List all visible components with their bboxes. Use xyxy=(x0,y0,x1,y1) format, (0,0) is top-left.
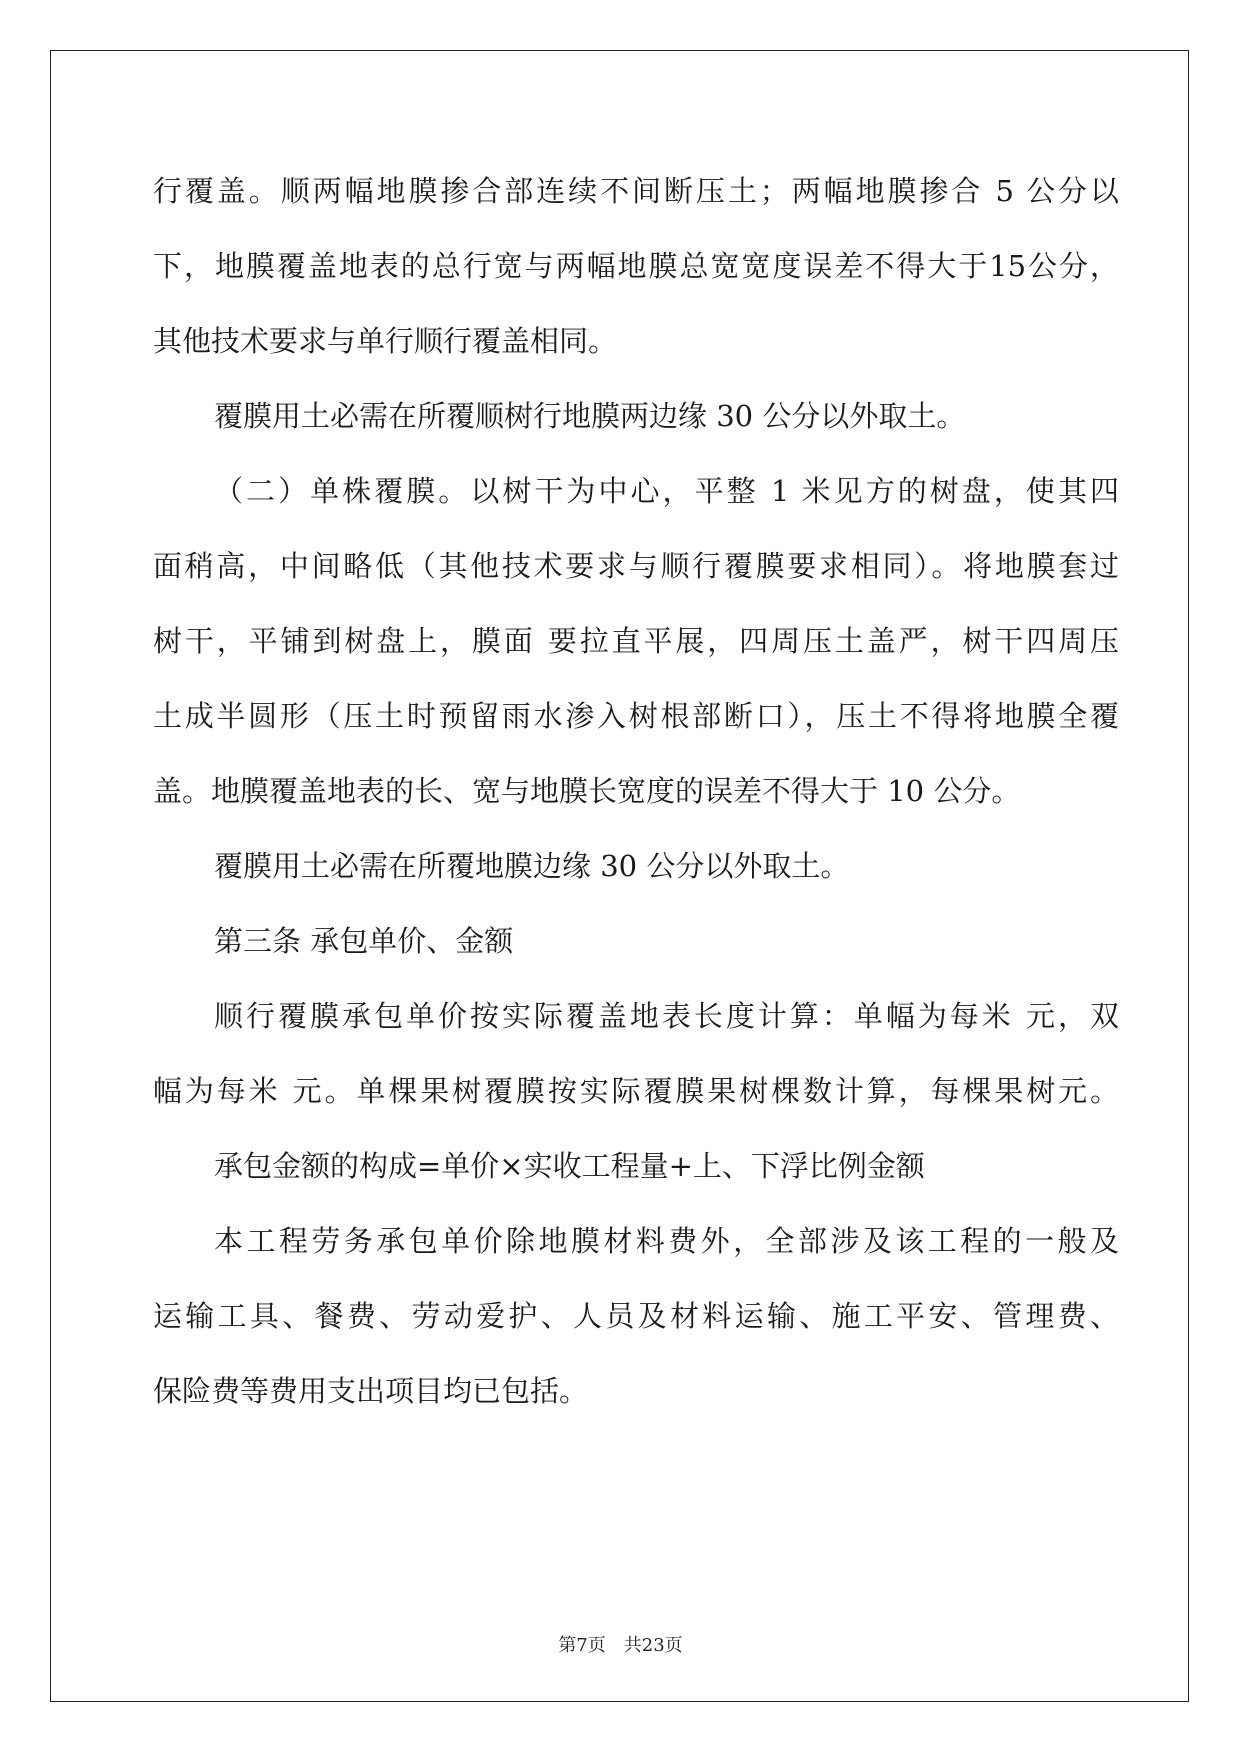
text-line: 覆膜用土必需在所覆顺树行地膜两边缘 30 公分以外取土。 xyxy=(214,399,966,433)
page-footer xyxy=(0,1634,1241,1658)
text-line: 其他技术要求与单行顺行覆盖相同。 xyxy=(153,324,618,358)
text-line: 面稍高，中间略低（其他技术要求与顺行覆膜要求相同）。将地膜套过 xyxy=(153,549,1119,583)
text-line: （二）单株覆膜。以树干为中心，平整 1 米见方的树盘，使其四 xyxy=(214,474,1119,508)
text-line: 本工程劳务承包单价除地膜材料费外，全部涉及该工程的一般及 xyxy=(214,1224,1119,1258)
section-heading: 第三条 承包单价、金额 xyxy=(214,924,514,958)
text-line: 幅为每米 元。单棵果树覆膜按实际覆膜果树棵数计算，每棵果树元。 xyxy=(153,1074,1119,1108)
text-line: 盖。地膜覆盖地表的长、宽与地膜长宽度的误差不得大于 10 公分。 xyxy=(153,774,1021,808)
text-line: 顺行覆膜承包单价按实际覆盖地表长度计算：单幅为每米 元，双 xyxy=(214,999,1119,1033)
text-line: 下，地膜覆盖地表的总行宽与两幅地膜总宽宽度误差不得大于15公分， xyxy=(153,249,1119,283)
text-line: 运输工具、餐费、劳动爱护、人员及材料运输、施工平安、管理费、 xyxy=(153,1299,1119,1333)
text-line: 承包金额的构成=单价×实收工程量+上、下浮比例金额 xyxy=(214,1149,925,1183)
text-line: 保险费等费用支出项目均已包括。 xyxy=(153,1374,589,1408)
text-line: 土成半圆形（压土时预留雨水渗入树根部断口），压土不得将地膜全覆 xyxy=(153,699,1119,733)
text-line: 覆膜用土必需在所覆地膜边缘 30 公分以外取土。 xyxy=(214,849,850,883)
text-line: 行覆盖。顺两幅地膜掺合部连续不间断压土；两幅地膜掺合 5 公分以 xyxy=(153,174,1119,208)
text-line: 树干，平铺到树盘上，膜面 要拉直平展，四周压土盖严，树干四周压 xyxy=(153,624,1119,658)
page-total: 共23页 xyxy=(623,1635,683,1656)
page-number: 第7页 xyxy=(558,1635,606,1656)
